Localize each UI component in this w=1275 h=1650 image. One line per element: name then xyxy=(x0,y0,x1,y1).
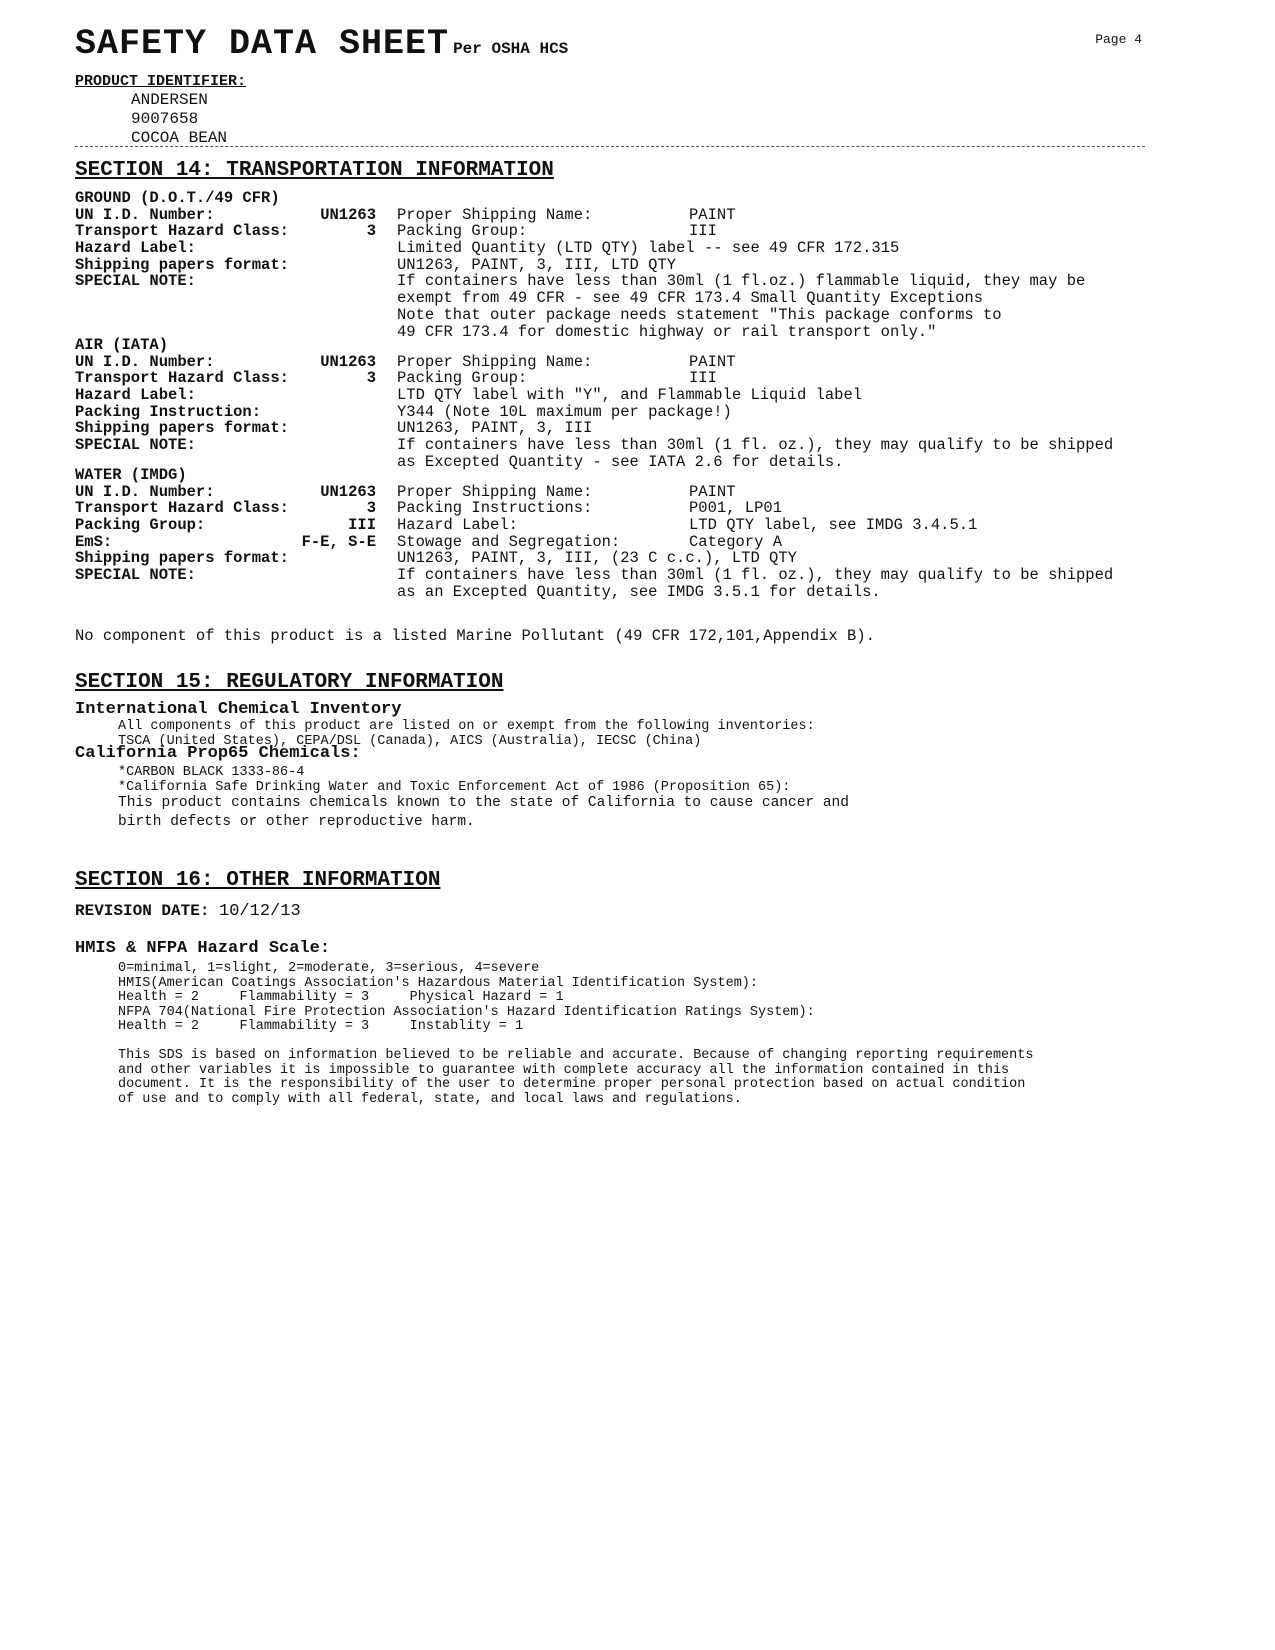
prop65-line: *CARBON BLACK 1333-86-4 xyxy=(118,765,305,780)
product-line: 9007658 xyxy=(131,110,199,128)
label-column xyxy=(75,354,376,371)
revision-date-label: REVISION DATE: xyxy=(75,902,210,920)
transport-row xyxy=(75,484,1165,501)
transport-row xyxy=(75,500,1165,517)
row-label: Packing Group: xyxy=(75,516,206,535)
row-detail-key: Proper Shipping Name: xyxy=(397,352,593,371)
prop65-warning-line: birth defects or other reproductive harm. xyxy=(118,814,475,830)
product-identifier-label: PRODUCT IDENTIFIER: xyxy=(75,73,247,90)
row-label: SPECIAL NOTE: xyxy=(75,566,196,585)
row-detail-key: If containers have less than 30ml (1 fl. oz.), they may qualify to be shipped xyxy=(397,436,1114,455)
scale-line: Health = 2 Flammability = 3 Physical Hazard = 1 xyxy=(118,990,564,1006)
label-column xyxy=(75,370,376,387)
row-code: UN1263 xyxy=(320,482,376,501)
row-detail-key: 49 CFR 173.4 for domestic highway or rail transport only." xyxy=(397,322,937,341)
row-label: Hazard Label: xyxy=(75,386,196,405)
disclaimer-line: of use and to comply with all federal, state, and local laws and regulations. xyxy=(118,1091,742,1107)
product-line: COCOA BEAN xyxy=(131,129,228,147)
row-code: UN1263 xyxy=(320,205,376,224)
row-detail-key: Hazard Label: xyxy=(397,516,518,535)
label-column xyxy=(75,534,376,551)
row-label: EmS: xyxy=(75,532,113,551)
section-14-heading: SECTION 14: TRANSPORTATION INFORMATION xyxy=(75,159,554,182)
label-column xyxy=(75,404,376,421)
prop65-warning-line: This product contains chemicals known to the state of California to cause cancer and xyxy=(118,795,849,811)
row-detail-key: UN1263, PAINT, 3, III xyxy=(397,419,593,438)
row-detail-value: III xyxy=(689,222,717,241)
disclaimer-line: and other variables it is impossible to guarantee with complete accuracy all the information contained in this xyxy=(118,1062,1010,1078)
row-detail-value: LTD QTY label, see IMDG 3.4.5.1 xyxy=(689,516,978,535)
transport-row xyxy=(75,517,1165,534)
row-detail-key: as an Excepted Quantity, see IMDG 3.5.1 for details. xyxy=(397,582,881,601)
scale-line: NFPA 704(National Fire Protection Association's Hazard Identification Ratings System): xyxy=(118,1004,815,1020)
label-column xyxy=(75,484,376,501)
label-column xyxy=(75,307,376,324)
air-rows xyxy=(75,354,1165,471)
revision-date-value: 10/12/13 xyxy=(219,902,301,921)
row-detail-key: Packing Group: xyxy=(397,369,528,388)
row-detail-key: LTD QTY label with "Y", and Flammable Liquid label xyxy=(397,386,863,405)
row-label: Transport Hazard Class: xyxy=(75,222,289,241)
transport-row xyxy=(75,354,1165,371)
prop65-heading: California Prop65 Chemicals: xyxy=(75,744,361,763)
row-label: Shipping papers format: xyxy=(75,549,289,568)
document-subtitle: Per OSHA HCS xyxy=(453,40,569,58)
row-detail-value: PAINT xyxy=(689,205,736,224)
transport-row xyxy=(75,420,1165,437)
product-line: ANDERSEN xyxy=(131,91,208,109)
transport-row xyxy=(75,550,1165,567)
row-detail-key: exempt from 49 CFR - see 49 CFR 173.4 Small Quantity Exceptions xyxy=(397,289,983,308)
transport-row xyxy=(75,534,1165,551)
row-code: F-E, S-E xyxy=(301,532,376,551)
dashed-divider xyxy=(75,146,1145,147)
revision-date xyxy=(75,902,301,921)
row-detail-value: Category A xyxy=(689,532,783,551)
label-column xyxy=(75,517,376,534)
prop65-warning xyxy=(118,794,849,832)
row-code: 3 xyxy=(366,369,376,388)
row-detail-key: Packing Instructions: xyxy=(397,499,593,518)
transport-row xyxy=(75,240,1165,257)
row-code: UN1263 xyxy=(320,352,376,371)
row-detail-value: P001, LP01 xyxy=(689,499,783,518)
inventory-heading: International Chemical Inventory xyxy=(75,700,402,719)
row-detail-key: Limited Quantity (LTD QTY) label -- see 49 CFR 172.315 xyxy=(397,239,900,258)
disclaimer-line: document. It is the responsibility of the user to determine proper personal protection based on actual condition xyxy=(118,1077,1026,1093)
row-detail-value: PAINT xyxy=(689,482,736,501)
transport-row xyxy=(75,584,1165,601)
transport-row xyxy=(75,437,1165,454)
transport-row xyxy=(75,404,1165,421)
row-detail-key: Stowage and Segregation: xyxy=(397,532,621,551)
page-number: Page 4 xyxy=(1095,32,1142,47)
label-column xyxy=(75,207,376,224)
section-15-heading: SECTION 15: REGULATORY INFORMATION xyxy=(75,671,504,694)
row-code: 3 xyxy=(366,222,376,241)
label-column xyxy=(75,387,376,404)
row-label: Shipping papers format: xyxy=(75,419,289,438)
label-column xyxy=(75,273,376,290)
row-label: Packing Instruction: xyxy=(75,402,262,421)
ground-heading: GROUND (D.O.T./49 CFR) xyxy=(75,189,280,207)
inventory-line: All components of this product are listed on or exempt from the following inventories: xyxy=(118,719,815,734)
document-title xyxy=(75,24,568,64)
label-column xyxy=(75,290,376,307)
row-detail-value: III xyxy=(689,369,717,388)
transport-row xyxy=(75,273,1165,290)
label-column xyxy=(75,420,376,437)
transport-row xyxy=(75,307,1165,324)
row-detail-key: Y344 (Note 10L maximum per package!) xyxy=(397,402,732,421)
row-detail-key: If containers have less than 30ml (1 fl.oz.) flammable liquid, they may be xyxy=(397,272,1086,291)
air-transport-block xyxy=(75,337,1165,471)
scale-line: 0=minimal, 1=slight, 2=moderate, 3=serious, 4=severe xyxy=(118,961,540,976)
row-code: III xyxy=(348,516,376,535)
label-column xyxy=(75,223,376,240)
scale-line: HMIS(American Coatings Association's Hazardous Material Identification System): xyxy=(118,975,759,991)
disclaimer-line: This SDS is based on information believed to be reliable and accurate. Because of changing reporting requirements xyxy=(118,1048,1034,1063)
row-label: UN I.D. Number: xyxy=(75,482,215,501)
label-column xyxy=(75,500,376,517)
hazard-scale-heading: HMIS & NFPA Hazard Scale: xyxy=(75,939,331,958)
water-rows xyxy=(75,484,1165,601)
ground-transport-block xyxy=(75,190,1165,340)
inventory-line: TSCA (United States), CEPA/DSL (Canada), AICS (Australia), IECSC (China) xyxy=(118,733,702,749)
hazard-scale-text xyxy=(118,962,815,1035)
transport-row xyxy=(75,223,1165,240)
title-text: SAFETY DATA SHEET xyxy=(75,24,450,64)
row-label: Transport Hazard Class: xyxy=(75,369,289,388)
row-detail-value: PAINT xyxy=(689,352,736,371)
row-detail-key: Proper Shipping Name: xyxy=(397,482,593,501)
row-label: SPECIAL NOTE: xyxy=(75,436,196,455)
transport-row xyxy=(75,207,1165,224)
prop65-text xyxy=(118,766,790,795)
row-detail-key: If containers have less than 30ml (1 fl. oz.), they may qualify to be shipped xyxy=(397,566,1114,585)
row-detail-key: Packing Group: xyxy=(397,222,528,241)
product-identifier-lines xyxy=(131,91,227,148)
label-column xyxy=(75,437,376,454)
row-detail-key: UN1263, PAINT, 3, III, (23 C c.c.), LTD QTY xyxy=(397,549,797,568)
transport-row xyxy=(75,370,1165,387)
row-label: Hazard Label: xyxy=(75,239,196,258)
disclaimer xyxy=(118,1049,1033,1107)
transport-row xyxy=(75,567,1165,584)
scale-line: Health = 2 Flammability = 3 Instablity = 1 xyxy=(118,1019,524,1035)
row-code: 3 xyxy=(366,499,376,518)
ground-rows xyxy=(75,207,1165,341)
label-column xyxy=(75,550,376,567)
row-detail-key: Note that outer package needs statement "This package conforms to xyxy=(397,305,1002,324)
air-heading: AIR (IATA) xyxy=(75,336,169,354)
transport-row xyxy=(75,290,1165,307)
row-detail-key: Proper Shipping Name: xyxy=(397,205,593,224)
row-label: UN I.D. Number: xyxy=(75,352,215,371)
transport-row xyxy=(75,257,1165,274)
row-label: Shipping papers format: xyxy=(75,255,289,274)
section-16-heading: SECTION 16: OTHER INFORMATION xyxy=(75,869,441,892)
marine-pollutant-note: No component of this product is a listed Marine Pollutant (49 CFR 172,101,Appendix B). xyxy=(75,627,875,645)
row-detail-key: UN1263, PAINT, 3, III, LTD QTY xyxy=(397,255,677,274)
label-column xyxy=(75,584,376,601)
water-transport-block xyxy=(75,467,1165,601)
label-column xyxy=(75,567,376,584)
water-heading: WATER (IMDG) xyxy=(75,466,187,484)
row-label: Transport Hazard Class: xyxy=(75,499,289,518)
label-column xyxy=(75,240,376,257)
prop65-line: *California Safe Drinking Water and Toxic Enforcement Act of 1986 (Proposition 65): xyxy=(118,779,791,795)
row-label: UN I.D. Number: xyxy=(75,205,215,224)
label-column xyxy=(75,257,376,274)
transport-row xyxy=(75,387,1165,404)
row-detail-key: as Excepted Quantity - see IATA 2.6 for details. xyxy=(397,452,844,471)
row-label: SPECIAL NOTE: xyxy=(75,272,196,291)
